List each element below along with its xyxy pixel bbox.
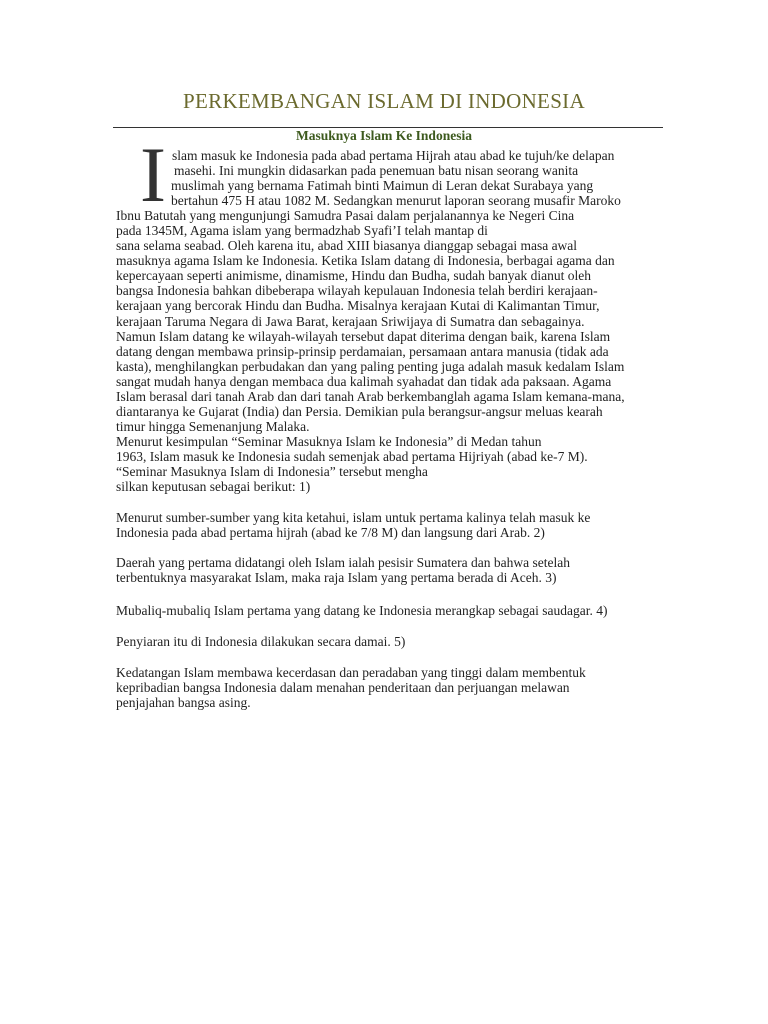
page-title: PERKEMBANGAN ISLAM DI INDONESIA: [183, 89, 585, 113]
text-line: Namun Islam datang ke wilayah-wilayah tersebut dapat diterima dengan baik, karena Islam: [116, 329, 611, 344]
text-line: Menurut sumber-sumber yang kita ketahui, islam untuk pertama kalinya telah masuk ke: [116, 510, 591, 525]
drop-cap: I: [140, 131, 166, 218]
section-subtitle: Masuknya Islam Ke Indonesia: [296, 128, 472, 143]
text-line: sana selama seabad. Oleh karena itu, abad XIII biasanya dianggap sebagai masa awal: [116, 238, 578, 253]
text-line: Islam berasal dari tanah Arab dan dari tanah Arab berkembanglah agama Islam kemana-mana,: [116, 389, 625, 404]
text-line: muslimah yang bernama Fatimah binti Maimun di Leran dekat Surabaya yang: [171, 178, 594, 193]
text-line: terbentuknya masyarakat Islam, maka raja Islam yang pertama berada di Aceh. 3): [116, 570, 557, 585]
text-line: Kedatangan Islam membawa kecerdasan dan peradaban yang tinggi dalam membentuk: [116, 665, 586, 680]
text-line: diantaranya ke Gujarat (India) dan Persia. Demikian pula berangsur-angsur meluas kearah: [116, 404, 603, 419]
text-line: Mubaliq-mubaliq Islam pertama yang datang ke Indonesia merangkap sebagai saudagar. 4): [116, 603, 608, 618]
text-line: Ibnu Batutah yang mengunjungi Samudra Pasai dalam perjalanannya ke Negeri Cina: [116, 208, 575, 223]
text-line: kerajaan yang bercorak Hindu dan Budha. Misalnya kerajaan Kutai di Kalimantan Timur,: [116, 298, 600, 313]
text-line: Menurut kesimpulan “Seminar Masuknya Islam ke Indonesia” di Medan tahun: [116, 434, 542, 449]
text-line: timur hingga Semenanjung Malaka.: [116, 419, 310, 434]
text-line: 1963, Islam masuk ke Indonesia sudah semenjak abad pertama Hijriyah (abad ke-7 M).: [116, 449, 588, 464]
text-line: datang dengan membawa prinsip-prinsip perdamaian, persamaan antara manusia (tidak ada: [116, 344, 609, 359]
text-line: silkan keputusan sebagai berikut: 1): [116, 479, 311, 494]
text-line: slam masuk ke Indonesia pada abad pertama Hijrah atau abad ke tujuh/ke delapan: [172, 148, 615, 163]
text-line: masehi. Ini mungkin didasarkan pada penemuan batu nisan seorang wanita: [174, 163, 579, 178]
text-line: pada 1345M, Agama islam yang bermadzhab Syafi’I telah mantap di: [116, 223, 488, 238]
text-line: kasta), menghilangkan perbudakan dan yang paling penting juga adalah masuk kedalam Islam: [116, 359, 625, 374]
text-line: sangat mudah hanya dengan membaca dua kalimah syahadat dan tidak ada paksaan. Agama: [116, 374, 612, 389]
text-line: Indonesia pada abad pertama hijrah (abad ke 7/8 M) dan langsung dari Arab. 2): [116, 525, 545, 540]
text-line: masuknya agama Islam ke Indonesia. Ketika Islam datang di Indonesia, berbagai agama dan: [116, 253, 615, 268]
text-line: penjajahan bangsa asing.: [116, 695, 251, 710]
text-line: “Seminar Masuknya Islam di Indonesia” tersebut mengha: [116, 464, 428, 479]
text-line: kepercayaan seperti animisme, dinamisme, Hindu dan Budha, sudah banyak dianut oleh: [116, 268, 591, 283]
text-line: kepribadian bangsa Indonesia dalam menahan penderitaan dan perjuangan melawan: [116, 680, 570, 695]
text-line: Daerah yang pertama didatangi oleh Islam ialah pesisir Sumatera dan bahwa setelah: [116, 555, 570, 570]
text-line: Penyiaran itu di Indonesia dilakukan secara damai. 5): [116, 634, 406, 649]
text-line: bertahun 475 H atau 1082 M. Sedangkan menurut laporan seorang musafir Maroko: [171, 193, 621, 208]
text-line: bangsa Indonesia bahkan dibeberapa wilayah kepulauan Indonesia telah berdiri kerajaan-: [116, 283, 598, 298]
text-line: kerajaan Taruma Negara di Jawa Barat, kerajaan Sriwijaya di Sumatra dan sebagainya.: [116, 314, 585, 329]
